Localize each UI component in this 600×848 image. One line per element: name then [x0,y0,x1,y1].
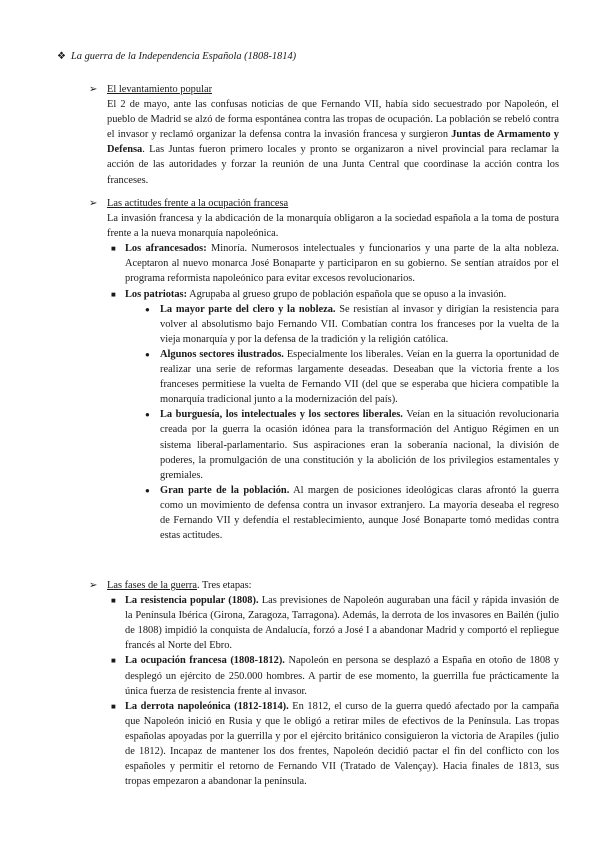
subitem-bold-text: Algunos sectores ilustrados. [160,348,284,360]
arrow-bullet-icon: ➢ [89,198,98,209]
section-actitudes [89,196,559,543]
diamond-bullet-icon: ❖ [57,51,66,62]
subitem-text: Especialmente los liberales. Veían en la guerra la oportunidad de realizar una serie de reformas largamente deseadas. Deseaban que la victoria frente a los franceses permitiese la vuelta de Fernando VII (del que se esperaba que hiciera compatible la monarquía tradicional junto a la modernización del país). [160,348,560,406]
arrow-bullet-icon: ➢ [89,84,98,95]
item-bold-text: La resistencia popular (1808). [125,595,259,607]
section-fases [89,578,559,789]
item-bold-text: La derrota napoleónica (1812-1814). [125,700,289,712]
list-item [89,699,559,790]
item-text: Las previsiones de Napoleón auguraban una fácil y rápida invasión de la Península Ibérica (Girona, Zaragoza, Tarragona). Además, la derrota de los invasores en Bailén (julio de 1808) impidió la conquista de Andalucía, forzó a José I a abandonar Madrid y comportó el repliegue francés al Norte del Ebro. [125,595,559,652]
attitudes-list [89,241,559,543]
item-text: Agrupaba al grueso grupo de población española que se opuso a la invasión. [187,288,507,300]
arrow-bullet-icon: ➢ [89,580,98,591]
phases-list [89,593,559,789]
patriotas-sublist [125,302,559,544]
sub-list-item [125,407,559,482]
subitem-bold-text: La burguesía, los intelectuales y los sectores liberales. [160,409,403,421]
section-heading-text: Las actitudes frente a la ocupación francesa [107,198,289,209]
item-text: En 1812, el curso de la guerra quedó afectado por la campaña que Napoleón inició en Rusia y que le obligó a retirar miles de efectivos de la Península. Las tropas españolas apoyadas por la guerrilla y por el ejército británico consiguieron la victoria de Arapiles (julio de 1812). Incapaz de mantener los dos frentes, Napoleón decidió pactar el fin del conflicto con los españoles y permitir el retorno de Fernando VII (Tratado de Valençay). Hacia finales de 1813, sus tropas empezaron a abandonar la península. [125,700,559,788]
item-bold-text: La ocupación francesa (1808-1812). [125,655,285,667]
sub-list-item [125,483,559,543]
list-item [89,653,559,698]
section-heading-text: El levantamiento popular [107,84,213,95]
list-item [89,241,559,286]
section-heading [89,578,559,593]
list-item [89,593,559,653]
subitem-text: Veían en la situación revolucionaria creada por la guerra la ocasión idónea para la transformación del Antiguo Régimen en un sistema liberal-parlamentario. Sus aspiraciones eran la soberanía nacional, la división de poderes, la promulgación de una constitución y la abolición de los privilegios estamentales y gremiales. [160,409,559,481]
item-text: Minoría. Numerosos intelectuales y funcionarios y una parte de la alta nobleza. Aceptaron al nuevo monarca José Bonaparte y participaron en su gobierno. Se sentían atraídos por el programa reformista napoleónico para evitar excesos revolucionarios. [125,243,560,285]
subitem-text: Al margen de posiciones ideológicas claras afrontó la guerra como un movimiento de defensa contra un invasor extranjero. La mayoría deseaba el regreso de Fernando VII y defendía el restablecimiento, aunque José Bonaparte tomó medidas contra estas actitudes. [160,484,559,542]
title-text: La guerra de la Independencia Española (1808-1814) [71,51,297,62]
section-levantamiento [89,82,559,188]
item-bold-text: Los patriotas: [125,288,188,300]
section-intro: La invasión francesa y la abdicación de la monarquía obligaron a la sociedad española a la toma de postura frente a la nueva monarquía napoleónica. [107,213,559,240]
sub-list-item [125,302,559,347]
list-item [89,287,559,544]
paragraph-text: El 2 de mayo, ante las confusas noticias de que Fernando VII, había sido secuestrado por Napoleón, el pueblo de Madrid se alzó de forma espontánea contra las tropas de ocupación. La población se rebeló contra el invasor y reclamó organizar la defensa contra la invasión francesa y surgieron [107,99,559,141]
section-heading-text: Las fases de la guerra [107,580,198,591]
subitem-text: Se resistían al invasor y dirigían la resistencia para volver al absolutismo bajo Fernando VII. Combatían contra los franceses por la vuelta de la vieja monarquía y por la defensa de la tradición y la religión católica. [160,303,559,345]
section-heading [89,82,559,97]
subitem-bold-text: La mayor parte del clero y la nobleza. [160,303,336,315]
paragraph-text: . Las Juntas fueron primero locales y pronto se organizaron a nivel provincial para reclamar la acción de las autoridades y forzar la reunión de una Junta Central que coordinase la acción contra los franceses. [107,144,559,186]
subitem-bold-text: Gran parte de la población. [160,484,290,496]
section-heading [89,196,559,211]
paragraph-bold-text: Juntas de Armamento y Defensa [107,129,559,156]
item-text: Napoleón en persona se desplazó a España en otoño de 1808 y desplegó un ejército de 250.000 hombres. A partir de ese momento, la guerrilla fue prácticamente la única fuerza de resistencia frente al invasor. [125,655,559,697]
section-heading-suffix: . Tres etapas: [197,580,252,591]
document-title [57,49,296,64]
item-bold-text: Los afrancesados: [125,243,207,255]
sub-list-item [125,347,559,407]
section-paragraph [107,97,559,188]
